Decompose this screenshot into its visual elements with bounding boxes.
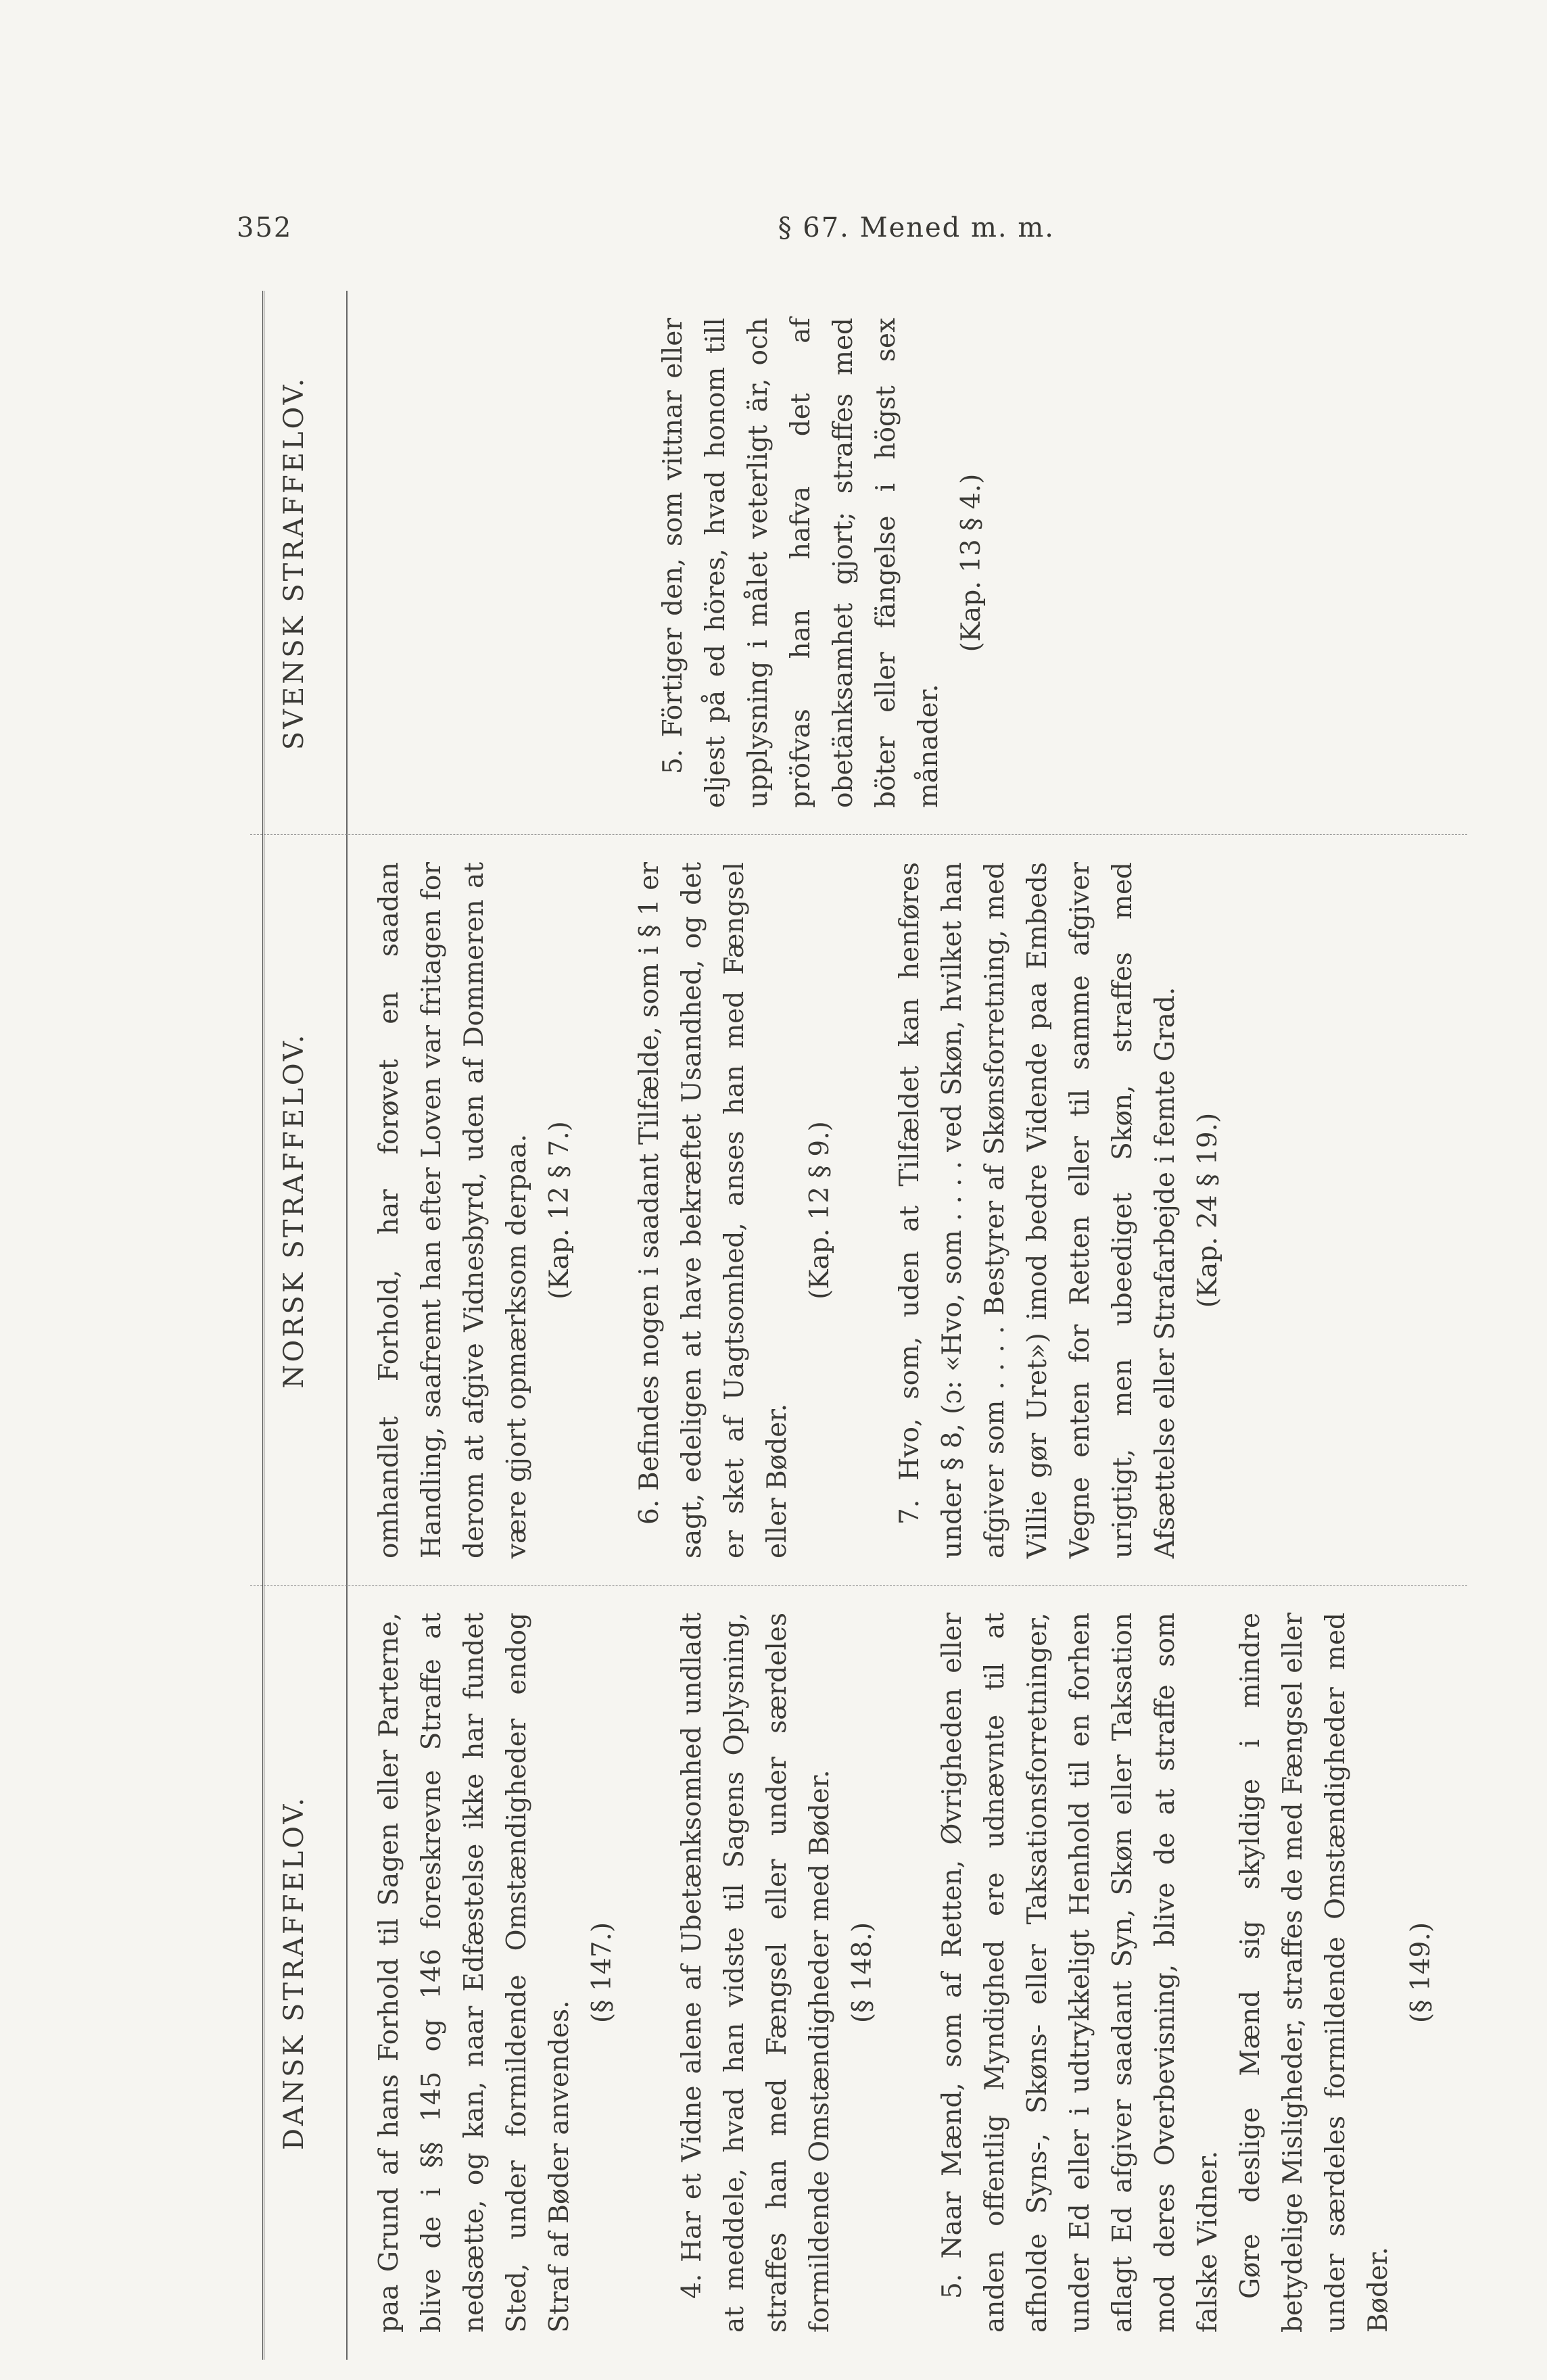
paragraph: 4. Har et Vidne alene af Ubetænksomhed undladt at meddele, hvad han vidste til Sagens Oplysning, straffes han med Fængsel eller under særdeles formildende Omstændigheder med Bøder.	[677, 1613, 835, 2333]
column-body-svensk	[338, 318, 993, 808]
statute-reference: (Kap. 24 § 19.)	[1193, 1112, 1223, 1308]
statute-reference: (Kap. 12 § 9.)	[805, 1121, 835, 1300]
paragraph: 7. Hvo, som, uden at Tilfældet kan henføres under § 8, (ɔ: «Hvo, som . . . . ved Skøn, hvilket han afgiver som . . . . Bestyrer af Skønsforretning, med Villie gør Uret») imod bedre Vidende paa Embeds Vegne enten for Retten eller til samme afgiver urigtigt, men ubeediget Skøn, straffes med Afsættelse eller Strafarbejde i femte Grad.	[895, 862, 1181, 1558]
comparison-table	[250, 318, 1481, 2360]
paragraph: 5. Förtiger den, som vittnar eller eljest på ed höres, hvad honom till upplysning i målet veterligt är, och pröfvas han hafva det af obetänksamhet gjort; straffes med böter eller fängelse i högst sex månader.	[658, 318, 944, 808]
statute-reference: (Kap. 12 § 7.)	[544, 1121, 575, 1300]
paragraph: 6. Befindes nogen i saadant Tilfælde, som i § 1 er sagt, edeligen at have bekræftet Usandhed, og det er sket af Uagtsomhed, anses han med Fængsel eller Bøder.	[634, 862, 792, 1558]
paragraph: 5. Naar Mænd, som af Retten, Øvrigheden eller anden offentlig Myndighed ere udnævnte til at afholde Syns-, Skøns- eller Taksationsforretninger, under Ed eller i udtrykkeligt Henhold til en forhen aflagt Ed afgiver saadant Syn, Skøn eller Taksation mod deres Overbevisning, blive de at straffe som falske Vidner.	[937, 1613, 1223, 2333]
column-heading-dansk: DANSK STRAFFELOV.	[279, 1795, 310, 2151]
paragraph: Gøre deslige Mænd sig skyldige i mindre betydelige Misligheder, straffes de med Fængsel eller under særdeles formildende Omstændigheder med Bøder.	[1235, 1613, 1394, 2333]
statute-reference: (§ 148.)	[847, 1922, 878, 2024]
rotated-spread	[250, 318, 1481, 2360]
column-svensk	[250, 291, 1481, 835]
column-body-dansk	[338, 1613, 1442, 2333]
spacer	[557, 318, 652, 808]
column-body-norsk	[338, 862, 1229, 1558]
paragraph: omhandlet Forhold, har forøvet en saadan Handling, saafremt han efter Loven var fritagen for derom at afgive Vidnesbyrd, uden af Dommeren at være gjort opmærksom derpaa.	[374, 862, 532, 1558]
running-head	[237, 203, 1055, 257]
statute-reference: (Kap. 13 § 4.)	[956, 473, 986, 652]
column-heading-norsk: NORSK STRAFFELOV.	[279, 1032, 310, 1389]
section-title: § 67. Mened m. m.	[778, 212, 1055, 243]
column-norsk	[250, 835, 1481, 1586]
column-heading-svensk: SVENSK STRAFFELOV.	[279, 375, 310, 751]
spacer	[462, 318, 557, 808]
page-number: 352	[237, 212, 293, 243]
statute-reference: (§ 149.)	[1406, 1922, 1436, 2024]
paragraph: paa Grund af hans Forhold til Sagen eller Parterne, blive de i §§ 145 og 146 foreskrevne Straffe at nedsætte, og kan, naar Edfæstelse ikke har fundet Sted, under formildende Omstændigheder endog Straf af Bøder anvendes.	[374, 1613, 575, 2333]
statute-reference: (§ 147.)	[587, 1922, 617, 2024]
column-dansk	[250, 1586, 1481, 2360]
spacer	[368, 318, 462, 808]
